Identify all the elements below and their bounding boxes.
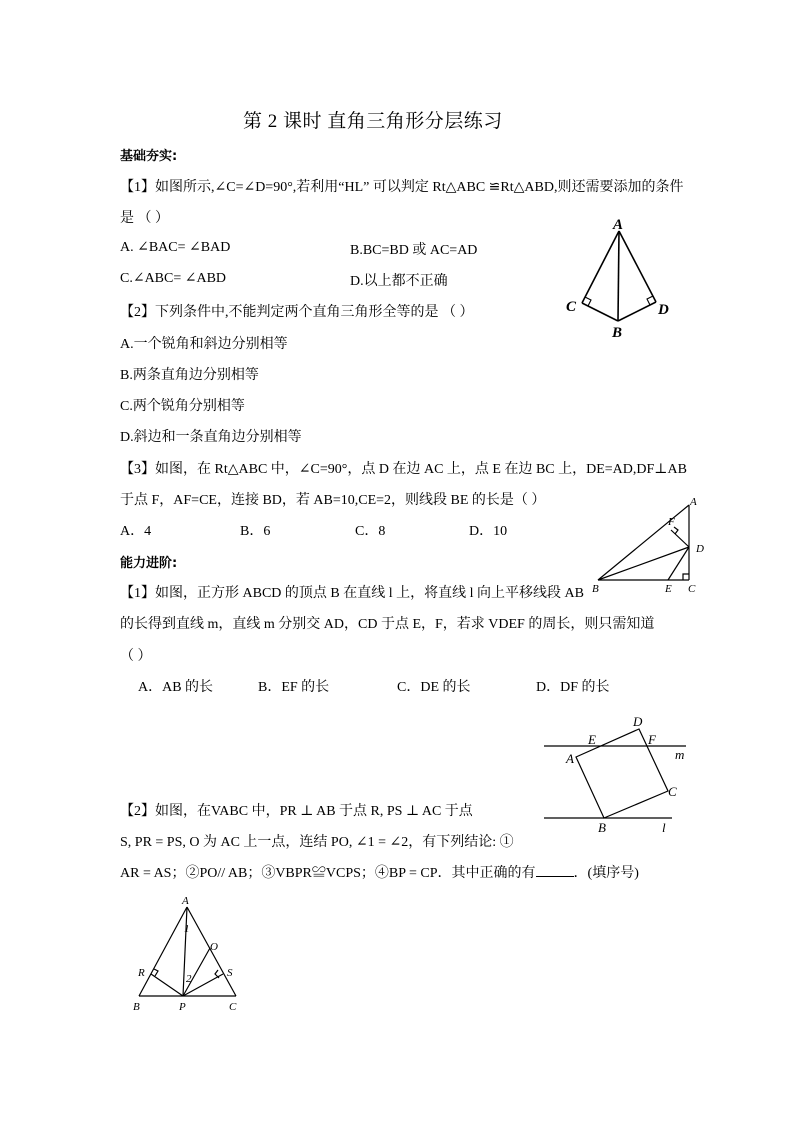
- q1-option-d: D.以上都不正确: [350, 274, 448, 289]
- q3-option-a: A．4: [120, 524, 152, 539]
- q2-option-a: A.一个锐角和斜边分别相等: [120, 337, 288, 352]
- q3-stem-line1: 【3】如图，在 Rt△ABC 中，∠C=90°，点 D 在边 AC 上，点 E 在边 BC 上，DE=AD,DF⊥AB: [120, 462, 687, 477]
- fig4-label-2: 2: [186, 973, 192, 985]
- a1-option-b: B．EF 的长: [258, 680, 330, 695]
- fig3-label-f: F: [648, 732, 656, 747]
- q2-option-c: C.两个锐角分别相等: [120, 399, 245, 414]
- q3-option-c: C．8: [355, 524, 386, 539]
- a1-option-a: A．AB 的长: [138, 680, 214, 695]
- q2-option-d: D.斜边和一条直角边分别相等: [120, 430, 302, 445]
- fig4-label-c: C: [229, 1001, 237, 1013]
- q1-stem-line1: 【1】如图所示,∠C=∠D=90°,若利用“HL” 可以判定 Rt△ABC ≌Rt△ABD,则还需要添加的条件: [120, 180, 684, 195]
- fig4-label-s: S: [227, 967, 233, 979]
- fig3-label-l: l: [662, 820, 666, 835]
- a1-stem-line2: 的长得到直线 m，直线 m 分别交 AD，CD 于点 E，F，若求 VDEF 的周长，则只需知道: [120, 617, 655, 632]
- page-title: 第 2 课时 直角三角形分层练习: [243, 111, 503, 132]
- fig3-label-b: B: [598, 820, 606, 835]
- fig3-label-c: C: [668, 784, 677, 799]
- fig2-label-e: E: [665, 583, 672, 595]
- fig3-label-a: A: [566, 751, 574, 766]
- a2-answer-blank[interactable]: [536, 864, 574, 877]
- fig2-label-b: B: [592, 583, 599, 595]
- q2-option-b: B.两条直角边分别相等: [120, 368, 259, 383]
- a2-stem-line3-text: AR = AS；②PO// AB；③VBPR≌VCPS；④BP = CP．其中正确的有: [120, 866, 536, 881]
- a2-stem-line3-suffix: ．(填序号): [573, 866, 639, 881]
- fig3-label-d: D: [633, 714, 643, 729]
- q3-stem-line2: 于点 F，AF=CE，连接 BD，若 AB=10,CE=2，则线段 BE 的长是（ ）: [120, 493, 546, 508]
- fig4-label-1: 1: [184, 923, 190, 935]
- figure-a2-triangle: [126, 890, 256, 1015]
- fig4-label-r: R: [138, 967, 145, 979]
- fig2-label-d: D: [696, 543, 704, 555]
- q1-option-b: B.BC=BD 或 AC=AD: [350, 243, 478, 258]
- a1-stem-line1: 【1】如图，正方形 ABCD 的顶点 B 在直线 l 上，将直线 l 向上平移线段 AB: [120, 586, 584, 601]
- fig1-label-b: B: [612, 325, 623, 341]
- a1-stem-line3: （ ）: [120, 649, 152, 664]
- a1-option-c: C．DE 的长: [397, 680, 471, 695]
- q1-stem-line2: 是 （ ）: [120, 211, 169, 226]
- figure-q3-right-triangle: [588, 494, 718, 596]
- fig1-label-c: C: [566, 299, 577, 315]
- section-advanced-heading: 能力进阶:: [120, 556, 178, 571]
- fig1-label-d: D: [658, 302, 669, 318]
- fig4-label-b: B: [133, 1001, 140, 1013]
- q1-option-a: A. ∠BAC= ∠BAD: [120, 240, 231, 255]
- q1-option-c: C.∠ABC= ∠ABD: [120, 271, 227, 286]
- fig1-label-a: A: [613, 217, 624, 233]
- a1-option-d: D．DF 的长: [536, 680, 610, 695]
- fig4-label-p: P: [179, 1001, 186, 1013]
- a2-stem-line1: 【2】如图，在VABC 中，PR ⊥ AB 于点 R, PS ⊥ AC 于点: [120, 804, 473, 819]
- fig3-label-m: m: [675, 747, 685, 762]
- figure-q1-triangles: [558, 214, 678, 344]
- q3-option-b: B．6: [240, 524, 271, 539]
- fig3-label-e: E: [588, 732, 596, 747]
- fig2-label-f: F: [668, 516, 675, 528]
- q2-stem: 【2】下列条件中,不能判定两个直角三角形全等的是 （ ）: [120, 305, 474, 320]
- a2-stem-line2: S, PR = PS, O 为 AC 上一点，连结 PO, ∠1 = ∠2，有下列结论: ①: [120, 835, 514, 850]
- q3-option-d: D．10: [469, 524, 508, 539]
- a2-stem-line3: [120, 862, 639, 882]
- figure-a1-square-lines: [540, 712, 700, 842]
- section-basic-heading: 基础夯实:: [120, 149, 178, 164]
- fig4-label-a: A: [182, 895, 189, 907]
- fig2-label-c: C: [688, 583, 696, 595]
- fig4-label-o: O: [210, 941, 218, 953]
- fig2-label-a: A: [690, 496, 697, 508]
